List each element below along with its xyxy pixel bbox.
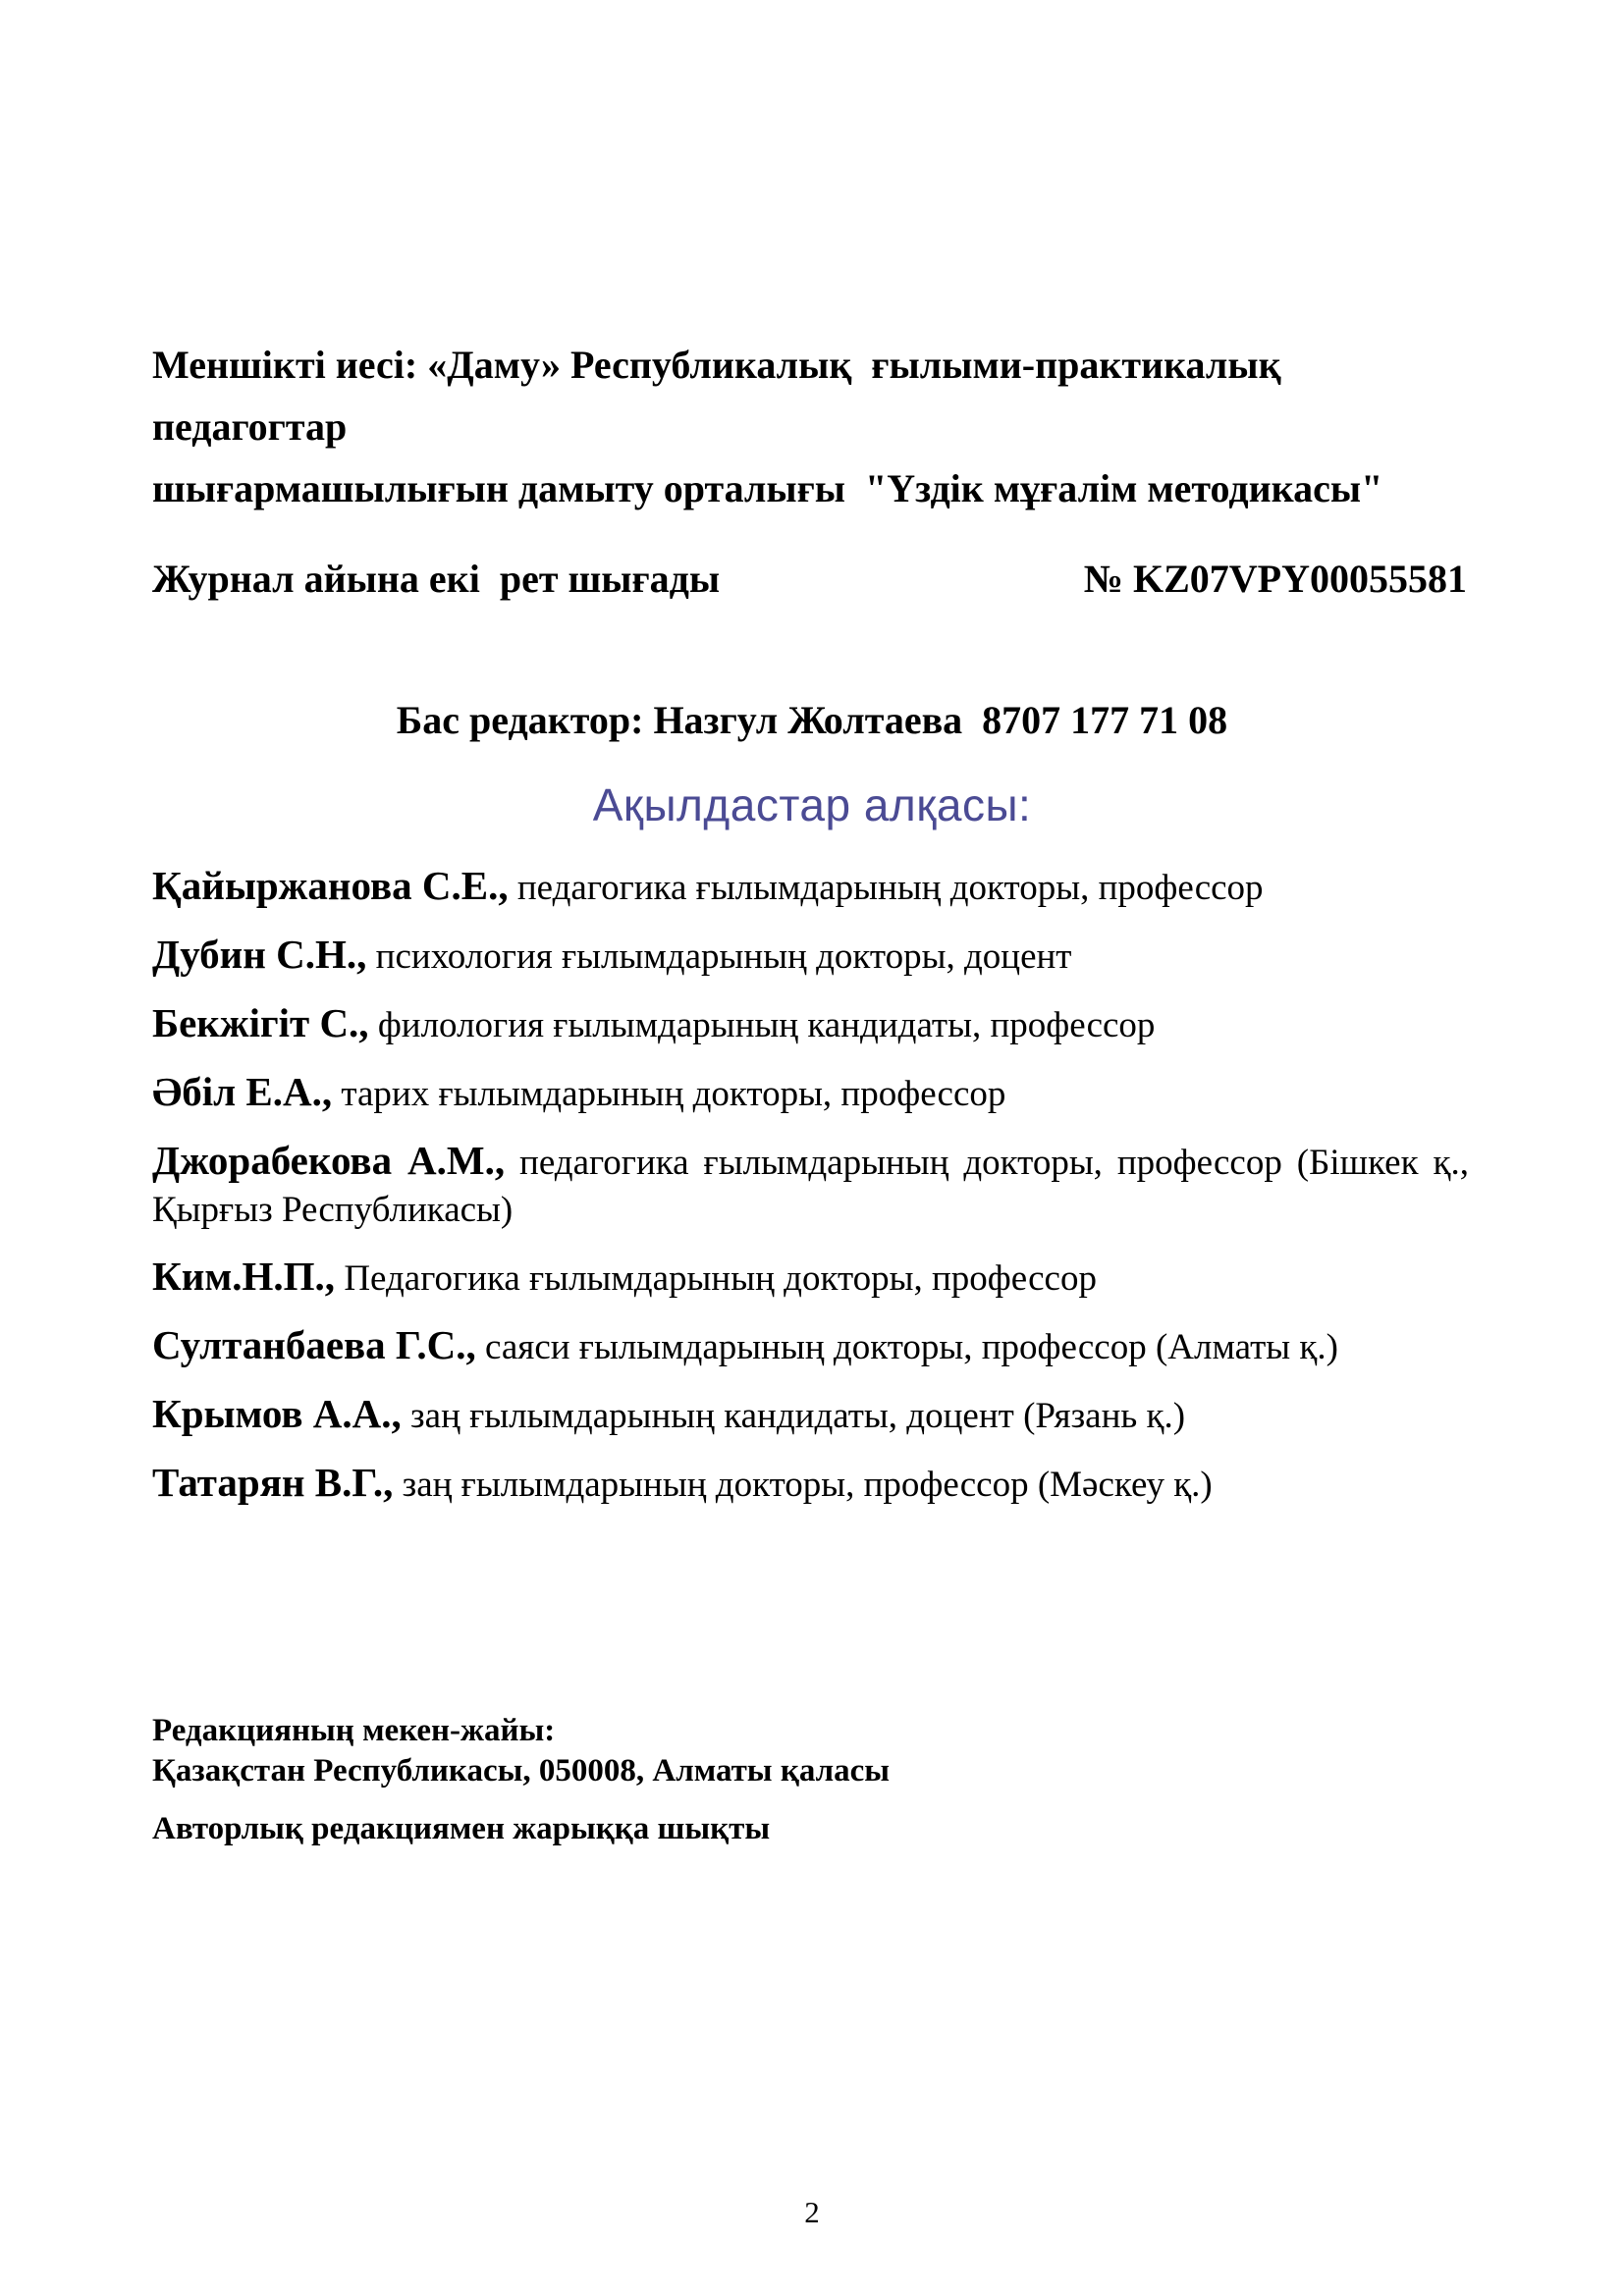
address-label: Редакцияның мекен-жайы:: [152, 1713, 556, 1748]
member-name: Султанбаева Г.С.,: [152, 1322, 476, 1367]
member-role: заң ғылымдарының кандидаты, доцент (Рязань қ.): [410, 1396, 1186, 1436]
board-member: [152, 999, 1469, 1049]
member-name: Ким.Н.П.,: [152, 1254, 336, 1299]
member-role: заң ғылымдарының докторы, профессор (Мәскеу қ.): [402, 1465, 1213, 1505]
member-role: Педагогика ғылымдарының докторы, профессор: [344, 1258, 1097, 1299]
board-member: [152, 1321, 1469, 1371]
board-member: [152, 862, 1469, 912]
registration-number: № KZ07VPY00055581: [1083, 557, 1467, 601]
board-member: [152, 1137, 1469, 1234]
chief-editor-line: Бас редактор: Назгул Жолтаева 8707 177 71 08: [396, 698, 1228, 742]
member-name: Әбіл Е.А.,: [152, 1069, 333, 1114]
member-name: Татарян В.Г.,: [152, 1460, 394, 1505]
owner-line-2: шығармашылығын дамыту орталығы "Үздік мұғалім методикасы": [152, 466, 1383, 510]
owner-statement: [152, 334, 1469, 519]
editorial-board-list: [152, 862, 1469, 1527]
member-role: педагогика ғылымдарының докторы, профессор: [516, 868, 1264, 908]
owner-line-1: Меншікті иесі: «Даму» Республикалық ғылыми-практикалық педагогтар: [152, 343, 1291, 449]
edition-note: Авторлық редакциямен жарыққа шықты: [152, 1811, 771, 1846]
board-heading: Ақылдастар алқасы:: [592, 779, 1032, 830]
member-role: филология ғылымдарының кандидаты, профессор: [377, 1005, 1156, 1045]
member-role: педагогика ғылымдарының докторы, профессор (Бішкек қ., Қырғыз Республикасы): [152, 1143, 1470, 1230]
frequency-row: [152, 556, 1467, 602]
member-name: Крымов А.А.,: [152, 1391, 402, 1436]
member-name: Дубин С.Н.,: [152, 932, 367, 977]
member-role: тарих ғылымдарының докторы, профессор: [341, 1074, 1006, 1114]
board-member: [152, 1068, 1469, 1118]
member-role: психология ғылымдарының докторы, доцент: [375, 936, 1072, 977]
board-member: [152, 1253, 1469, 1303]
member-name: Бекжігіт С.,: [152, 1000, 369, 1045]
member-name: Джорабекова А.М.,: [152, 1138, 506, 1183]
board-member: [152, 1459, 1469, 1509]
member-name: Қайыржанова С.Е.,: [152, 863, 509, 908]
frequency-text: Журнал айына екі рет шығады: [152, 557, 721, 601]
member-role: саяси ғылымдарының докторы, профессор (Алматы қ.): [485, 1327, 1338, 1367]
page-number: 2: [804, 2195, 820, 2229]
board-member: [152, 931, 1469, 981]
footer-block: [152, 1711, 1469, 1849]
board-member: [152, 1390, 1469, 1440]
address-value: Қазақстан Республикасы, 050008, Алматы қаласы: [152, 1753, 891, 1789]
